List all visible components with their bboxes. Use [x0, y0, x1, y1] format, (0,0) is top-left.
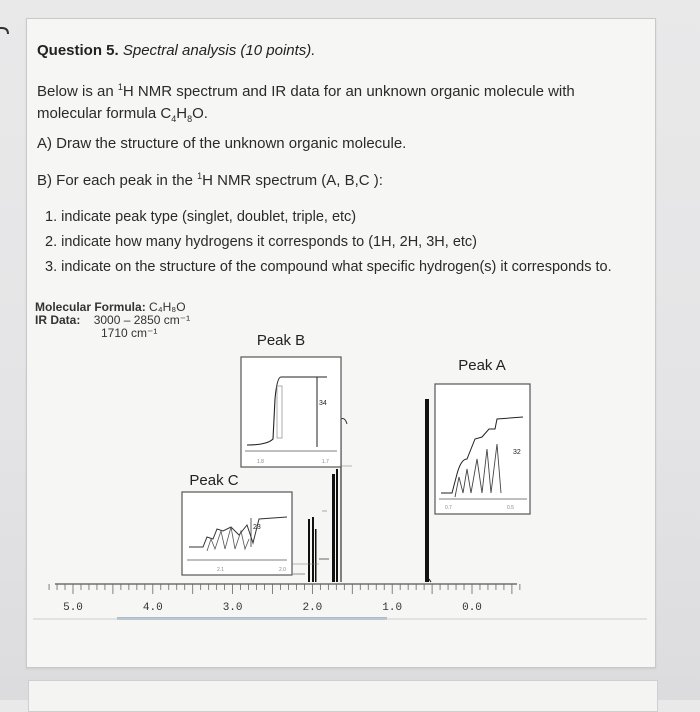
peak-c-scale-left: 2.1: [217, 567, 224, 573]
x-axis-minor-ticks: [49, 584, 520, 594]
peak-c-label: Peak C: [189, 472, 239, 489]
peak-a-scale-left: 0.7: [445, 505, 452, 511]
cursor-fragment-icon: [0, 26, 10, 40]
list-item: 2. indicate how many hydrogens it corresponds to (1H, 2H, 3H, etc): [45, 234, 477, 250]
peak-b-label: Peak B: [256, 332, 306, 349]
peak-c-inset: [182, 472, 292, 575]
peak-a-label: Peak A: [458, 357, 506, 374]
x-tick-label: 3.0: [222, 602, 243, 614]
next-card-edge: [28, 680, 658, 712]
peak-b-scale-right: 1.7: [322, 459, 329, 465]
mol-formula-value: C₄H₈O: [149, 300, 186, 314]
question-card: [26, 18, 656, 668]
peak-b-integration: 34: [319, 400, 327, 407]
x-tick-label: 0.0: [462, 602, 482, 614]
part-b-text: B) For each peak in the $^1$H NMR spectrum (A, B,C ):: [37, 171, 383, 189]
list-item: 3. indicate on the structure of the compound what specific hydrogen(s) it corresponds to.: [45, 259, 612, 275]
peak-a-inset: [435, 357, 530, 514]
peak-a-scale-right: 0.5: [507, 505, 514, 511]
question-intro: Below is an $^1$H NMR spectrum and IR data for an unknown organic molecule with molecular formula $C_4H_8O$.: [37, 82, 575, 124]
ir-data-label: IR Data:: [35, 313, 81, 327]
peak-c-integration: 23: [253, 524, 261, 531]
peak-a-signal: [425, 399, 431, 582]
peak-c-scale-right: 2.0: [279, 567, 286, 573]
peak-b-inset: [241, 332, 341, 467]
peak-a-integration: 32: [513, 449, 521, 456]
ir-value-2: 1710 cm⁻¹: [101, 326, 158, 340]
list-item: 1. indicate peak type (singlet, doublet, triple, etc): [45, 209, 357, 225]
ir-value-1: 3000 – 2850 cm⁻¹: [93, 313, 191, 327]
x-tick-label: 2.0: [302, 602, 323, 614]
peak-b-scale-left: 1.8: [257, 459, 264, 465]
question-title: Spectral analysis (10 points).: [122, 42, 316, 59]
part-a-text: A) Draw the structure of the unknown organic molecule.: [37, 135, 407, 152]
x-tick-label: 5.0: [63, 602, 83, 614]
x-tick-label: 4.0: [142, 602, 163, 614]
x-tick-label: 1.0: [382, 602, 403, 614]
nmr-spectrum: [27, 19, 655, 667]
peak-c-signal: [293, 517, 317, 582]
mol-formula-label: Molecular Formula:: [35, 300, 146, 314]
question-number: Question 5.: [37, 42, 119, 59]
